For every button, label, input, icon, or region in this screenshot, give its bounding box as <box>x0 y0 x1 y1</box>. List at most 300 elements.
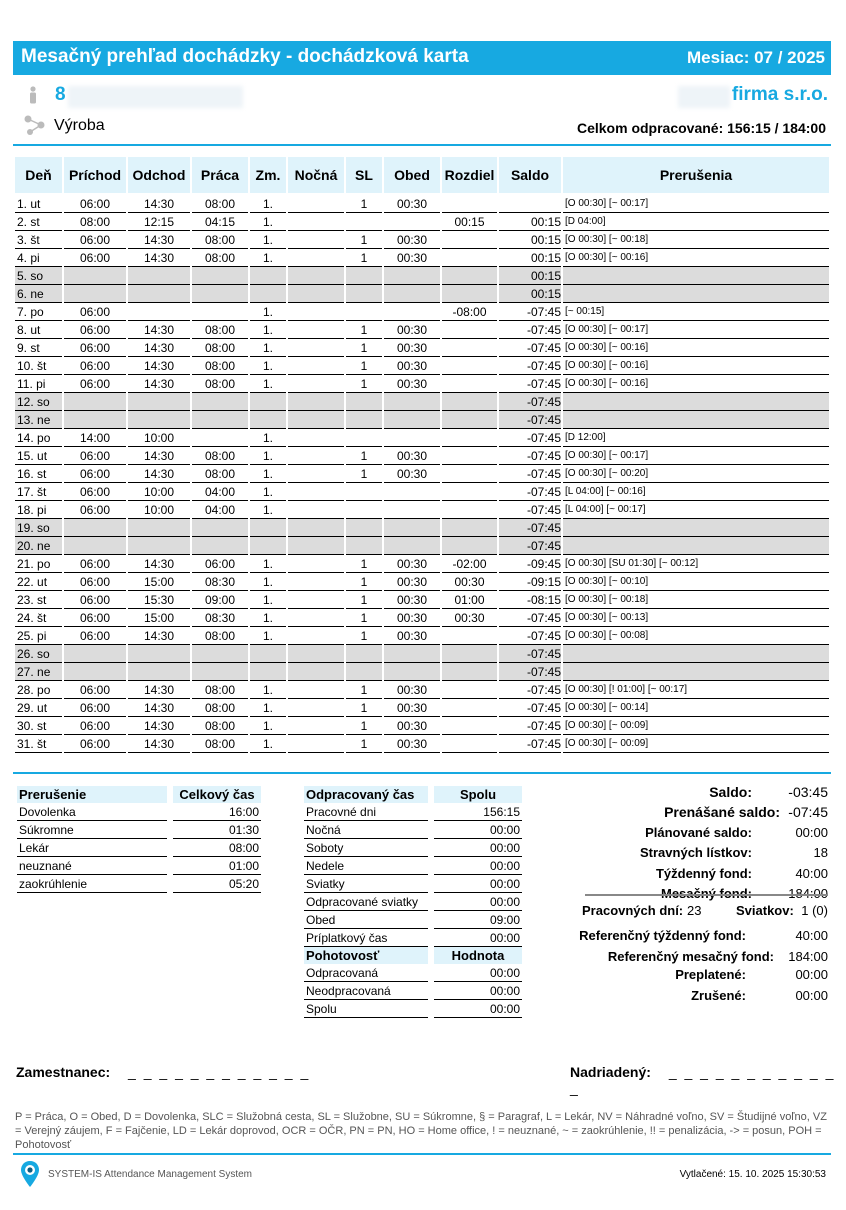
table-cell: 14:30 <box>128 627 190 645</box>
table-cell <box>192 267 248 285</box>
table-cell: 06:00 <box>64 303 126 321</box>
table-cell <box>346 483 382 501</box>
employee-signature <box>16 1064 310 1080</box>
table-row <box>15 591 829 609</box>
interruptions-cell: Dovolenka <box>17 803 167 821</box>
table-cell: 08:00 <box>192 465 248 483</box>
table-cell: 00:30 <box>384 573 440 591</box>
table-cell <box>192 645 248 663</box>
worked-row <box>304 857 522 875</box>
supervisor-signature-line: _ _ _ _ _ _ _ _ _ _ _ _ <box>570 1064 836 1096</box>
table-cell <box>442 429 497 447</box>
interruptions-header: Prerušenie <box>17 786 167 803</box>
table-cell <box>442 357 497 375</box>
table-cell <box>384 483 440 501</box>
table-row <box>15 465 829 483</box>
table-cell <box>442 249 497 267</box>
table-cell: 2. st <box>15 213 62 231</box>
table-cell <box>442 663 497 681</box>
table-cell <box>346 663 382 681</box>
table-cell: [O 00:30] [~ 00:17] <box>563 321 829 339</box>
table-cell <box>288 627 344 645</box>
table-cell: 06:00 <box>64 681 126 699</box>
standby-row <box>304 964 522 982</box>
table-cell: 00:15 <box>442 213 497 231</box>
table-cell <box>346 645 382 663</box>
table-cell: 1. <box>250 501 286 519</box>
summary-value: 18 <box>813 845 828 860</box>
table-cell <box>128 285 190 303</box>
table-cell <box>384 267 440 285</box>
table-cell <box>563 663 829 681</box>
table-cell <box>288 645 344 663</box>
table-cell <box>128 411 190 429</box>
table-cell: [O 00:30] [~ 00:14] <box>563 699 829 717</box>
worked-cell: 00:00 <box>434 857 522 875</box>
table-cell: 16. st <box>15 465 62 483</box>
table-cell <box>250 519 286 537</box>
table-cell: -07:45 <box>499 429 561 447</box>
worked-cell: Pracovné dni <box>304 803 428 821</box>
table-cell: 01:00 <box>442 591 497 609</box>
table-cell <box>563 645 829 663</box>
table-cell: 12:15 <box>128 213 190 231</box>
table-cell: 23. st <box>15 591 62 609</box>
table-cell: [O 00:30] [! 01:00] [~ 00:17] <box>563 681 829 699</box>
summary-label: Prenášané saldo: <box>664 804 780 820</box>
table-cell: 1. <box>250 375 286 393</box>
table-cell <box>563 411 829 429</box>
table-cell: 00:15 <box>499 267 561 285</box>
table-cell: 08:00 <box>192 249 248 267</box>
table-cell <box>384 285 440 303</box>
worked-row <box>304 911 522 929</box>
table-row <box>15 645 829 663</box>
table-cell <box>346 213 382 231</box>
table-cell: 14:30 <box>128 231 190 249</box>
table-cell: 1. <box>250 483 286 501</box>
summary-label: Referenčný mesačný fond: <box>607 949 774 964</box>
legend: P = Práca, O = Obed, D = Dovolenka, SLC = Služobná cesta, SL = Služobne, SU = Súkromne, § = Paragraf, L = Lekár, NV = Náhradné voľno, SV = Študijné voľno, VZ = Verejný záujem, F = Fajčenie, LD = Lekár doprovod, OCR = OČR, PN = PN, HO = Home office, ! = neuznané, ~ = zaokrúhlenie, !! = penalizácia, -> = posun, POH = Pohotovosť <box>15 1111 827 1151</box>
table-cell <box>442 537 497 555</box>
standby-cell: Neodpracovaná <box>304 982 428 1000</box>
table-cell: 06:00 <box>64 249 126 267</box>
table-cell: 11. pi <box>15 375 62 393</box>
table-cell: 14:30 <box>128 339 190 357</box>
table-row <box>15 573 829 591</box>
table-cell: 06:00 <box>64 339 126 357</box>
table-cell: 1. <box>250 573 286 591</box>
table-cell: 1 <box>346 627 382 645</box>
table-cell: 1. <box>250 591 286 609</box>
table-row <box>15 681 829 699</box>
table-cell <box>442 483 497 501</box>
table-cell <box>288 717 344 735</box>
page-title: Mesačný prehľad dochádzky - dochádzková karta <box>21 46 469 67</box>
summary-label: Zrušené: <box>691 988 746 1003</box>
table-cell: 08:00 <box>192 699 248 717</box>
table-cell: 06:00 <box>64 357 126 375</box>
table-cell <box>64 411 126 429</box>
table-cell <box>563 537 829 555</box>
table-cell: [O 00:30] [~ 00:16] <box>563 339 829 357</box>
header-bar <box>13 41 831 75</box>
table-cell <box>128 645 190 663</box>
column-header: Príchod <box>64 157 126 195</box>
worked-cell: Soboty <box>304 839 428 857</box>
table-row <box>15 393 829 411</box>
table-row <box>15 267 829 285</box>
table-cell: -02:00 <box>442 555 497 573</box>
employee-name: 8 <box>55 84 66 105</box>
table-cell: 00:30 <box>384 447 440 465</box>
table-cell: 06:00 <box>64 375 126 393</box>
table-cell <box>288 303 344 321</box>
summary-divider <box>585 894 828 896</box>
table-cell <box>442 699 497 717</box>
table-cell <box>442 717 497 735</box>
table-cell <box>442 267 497 285</box>
summary-value: 00:00 <box>795 825 828 840</box>
table-cell: 1 <box>346 195 382 213</box>
table-cell: 00:30 <box>442 573 497 591</box>
table-cell <box>442 735 497 753</box>
summary-label: Preplatené: <box>675 967 746 982</box>
footer-system: SYSTEM-IS Attendance Management System <box>48 1169 252 1180</box>
interruptions-cell: 05:20 <box>173 875 261 893</box>
table-row <box>15 375 829 393</box>
table-cell <box>442 339 497 357</box>
interruptions-cell: 08:00 <box>173 839 261 857</box>
table-cell: 14:30 <box>128 717 190 735</box>
table-cell: 1 <box>346 357 382 375</box>
summary-label: Stravných lístkov: <box>640 845 752 860</box>
footer-printed: Vytlačené: 15. 10. 2025 15:30:53 <box>679 1169 826 1180</box>
table-cell: [~ 00:15] <box>563 303 829 321</box>
table-cell: 00:15 <box>499 249 561 267</box>
table-cell: 1. <box>250 681 286 699</box>
standby-header: Pohotovosť <box>304 947 428 964</box>
standby-cell: 00:00 <box>434 982 522 1000</box>
table-cell: 10:00 <box>128 483 190 501</box>
table-cell <box>384 537 440 555</box>
table-cell <box>442 231 497 249</box>
table-cell <box>442 393 497 411</box>
table-cell: 08:00 <box>192 339 248 357</box>
worked-row <box>304 893 522 911</box>
table-cell: 06:00 <box>64 483 126 501</box>
table-cell: [O 00:30] [~ 00:16] <box>563 357 829 375</box>
table-cell: 1. <box>250 321 286 339</box>
table-cell <box>192 519 248 537</box>
standby-header: Hodnota <box>434 947 522 964</box>
table-cell: -07:45 <box>499 699 561 717</box>
table-cell <box>384 501 440 519</box>
table-cell: [O 00:30] [~ 00:08] <box>563 627 829 645</box>
table-cell: -07:45 <box>499 303 561 321</box>
summary-label: Týždenný fond: <box>655 866 752 881</box>
table-cell: -07:45 <box>499 483 561 501</box>
table-cell <box>288 357 344 375</box>
worked-cell: Nedele <box>304 857 428 875</box>
table-row <box>15 663 829 681</box>
table-cell: 08:00 <box>192 375 248 393</box>
table-cell: 1 <box>346 699 382 717</box>
interruptions-cell: 01:30 <box>173 821 261 839</box>
table-cell: 1. <box>250 213 286 231</box>
table-cell: 1. <box>250 231 286 249</box>
table-cell: -07:45 <box>499 717 561 735</box>
person-icon <box>26 86 40 104</box>
table-cell: 00:30 <box>442 609 497 627</box>
column-header: SL <box>346 157 382 195</box>
redacted-company <box>678 86 730 108</box>
table-cell <box>346 285 382 303</box>
table-cell <box>288 663 344 681</box>
worked-header: Odpracovaný čas <box>304 786 428 803</box>
table-cell <box>288 339 344 357</box>
interruptions-cell: neuznané <box>17 857 167 875</box>
table-cell <box>288 195 344 213</box>
table-cell <box>346 411 382 429</box>
table-row <box>15 537 829 555</box>
table-cell <box>563 393 829 411</box>
worked-row <box>304 875 522 893</box>
worked-cell: 09:00 <box>434 911 522 929</box>
table-cell <box>288 681 344 699</box>
table-cell: 14:30 <box>128 321 190 339</box>
location-pin-icon <box>20 1160 40 1188</box>
standby-cell: Odpracovaná <box>304 964 428 982</box>
table-cell <box>192 663 248 681</box>
table-cell: 1. <box>250 339 286 357</box>
table-cell <box>442 465 497 483</box>
table-cell: -07:45 <box>499 537 561 555</box>
table-cell <box>64 537 126 555</box>
table-cell <box>288 699 344 717</box>
table-cell: 00:30 <box>384 357 440 375</box>
redacted-name <box>68 86 243 108</box>
worked-time-table <box>298 786 528 1018</box>
worked-cell: Obed <box>304 911 428 929</box>
table-cell <box>442 627 497 645</box>
table-cell: 06:00 <box>192 555 248 573</box>
table-cell: -07:45 <box>499 321 561 339</box>
table-cell: 14:30 <box>128 195 190 213</box>
table-cell: 06:00 <box>64 573 126 591</box>
standby-header-row <box>304 947 522 964</box>
table-cell: -07:45 <box>499 663 561 681</box>
table-cell <box>346 501 382 519</box>
table-cell <box>442 519 497 537</box>
column-header: Nočná <box>288 157 344 195</box>
table-cell: 29. ut <box>15 699 62 717</box>
table-cell: 08:00 <box>192 195 248 213</box>
supervisor-signature <box>570 1064 846 1096</box>
table-cell: 14:30 <box>128 699 190 717</box>
table-cell: [O 00:30] [SU 01:30] [~ 00:12] <box>563 555 829 573</box>
table-cell: 08:00 <box>192 735 248 753</box>
table-cell <box>442 447 497 465</box>
worked-row <box>304 839 522 857</box>
table-cell <box>384 663 440 681</box>
table-row <box>15 339 829 357</box>
table-cell <box>64 285 126 303</box>
table-cell: 1 <box>346 591 382 609</box>
summary-value: 23 <box>687 903 702 918</box>
standby-cell: 00:00 <box>434 964 522 982</box>
worked-cell: 00:00 <box>434 893 522 911</box>
table-cell: -07:45 <box>499 339 561 357</box>
table-cell: [O 00:30] [~ 00:17] <box>563 195 829 213</box>
table-cell: 08:00 <box>192 357 248 375</box>
column-header: Rozdiel <box>442 157 497 195</box>
worked-cell: 156:15 <box>434 803 522 821</box>
table-cell <box>192 285 248 303</box>
table-cell: 15:00 <box>128 609 190 627</box>
summary-value: 00:00 <box>795 967 828 982</box>
table-row <box>15 249 829 267</box>
table-cell: 00:30 <box>384 735 440 753</box>
table-cell <box>250 663 286 681</box>
worked-row <box>304 803 522 821</box>
table-cell: 00:30 <box>384 321 440 339</box>
table-cell <box>192 411 248 429</box>
summary-value: 00:00 <box>795 988 828 1003</box>
table-cell: 28. po <box>15 681 62 699</box>
summary-label: Plánované saldo: <box>645 825 752 840</box>
table-row <box>15 285 829 303</box>
standby-cell: Spolu <box>304 1000 428 1018</box>
table-cell: 08:00 <box>192 717 248 735</box>
table-cell: 7. po <box>15 303 62 321</box>
table-cell <box>346 303 382 321</box>
column-header: Zm. <box>250 157 286 195</box>
worked-cell: Nočná <box>304 821 428 839</box>
summary-label: Sviatkov: <box>736 903 794 918</box>
table-row <box>15 699 829 717</box>
table-cell: -07:45 <box>499 357 561 375</box>
interruptions-cell: 01:00 <box>173 857 261 875</box>
table-cell: [O 00:30] [~ 00:18] <box>563 591 829 609</box>
table-cell <box>288 375 344 393</box>
table-cell: 1 <box>346 231 382 249</box>
table-cell: 00:30 <box>384 699 440 717</box>
interruptions-cell: Súkromne <box>17 821 167 839</box>
interruptions-row <box>17 839 261 857</box>
table-cell: -07:45 <box>499 501 561 519</box>
table-cell: 12. so <box>15 393 62 411</box>
table-cell: -07:45 <box>499 627 561 645</box>
table-cell <box>192 537 248 555</box>
table-cell <box>288 249 344 267</box>
table-cell: 30. st <box>15 717 62 735</box>
table-cell <box>192 303 248 321</box>
table-cell: 8. ut <box>15 321 62 339</box>
table-row <box>15 627 829 645</box>
table-cell: 1. <box>250 555 286 573</box>
table-cell: 1. <box>250 735 286 753</box>
employee-signature-line: _ _ _ _ _ _ _ _ _ _ _ _ <box>128 1064 311 1080</box>
table-cell <box>250 411 286 429</box>
table-cell: 00:30 <box>384 339 440 357</box>
table-cell: 06:00 <box>64 627 126 645</box>
column-header: Deň <box>15 157 62 195</box>
table-cell: 15. ut <box>15 447 62 465</box>
table-cell <box>346 537 382 555</box>
table-cell: 5. so <box>15 267 62 285</box>
table-cell: 13. ne <box>15 411 62 429</box>
table-cell: 08:00 <box>64 213 126 231</box>
table-cell <box>384 429 440 447</box>
table-cell <box>64 645 126 663</box>
table-cell: -07:45 <box>499 393 561 411</box>
table-cell <box>288 465 344 483</box>
table-cell <box>563 285 829 303</box>
table-cell: 1. <box>250 447 286 465</box>
worked-cell: 00:00 <box>434 821 522 839</box>
table-cell: -07:45 <box>499 519 561 537</box>
table-cell <box>288 483 344 501</box>
total-worked: Celkom odpracované: 156:15 / 184:00 <box>576 120 826 136</box>
table-cell <box>384 393 440 411</box>
table-cell: 06:00 <box>64 321 126 339</box>
summary-value: 184:00 <box>788 949 828 964</box>
table-cell: 00:30 <box>384 249 440 267</box>
table-cell: [O 00:30] [~ 00:13] <box>563 609 829 627</box>
table-cell: -07:45 <box>499 735 561 753</box>
table-cell: 1. <box>250 465 286 483</box>
table-cell: 25. pi <box>15 627 62 645</box>
table-cell: 22. ut <box>15 573 62 591</box>
table-cell: 08:00 <box>192 627 248 645</box>
table-cell: 27. ne <box>15 663 62 681</box>
table-cell: 1. ut <box>15 195 62 213</box>
table-cell: 14:30 <box>128 735 190 753</box>
worked-row <box>304 929 522 947</box>
table-cell <box>346 393 382 411</box>
table-cell <box>288 411 344 429</box>
worked-cell: Odpracované sviatky <box>304 893 428 911</box>
table-cell: -08:00 <box>442 303 497 321</box>
employee-signature-label: Zamestnanec: <box>16 1064 111 1080</box>
table-cell <box>442 411 497 429</box>
table-row <box>15 429 829 447</box>
table-cell: 08:30 <box>192 573 248 591</box>
table-cell: 15:00 <box>128 573 190 591</box>
standby-row <box>304 1000 522 1018</box>
table-cell: [O 00:30] [~ 00:20] <box>563 465 829 483</box>
table-row <box>15 231 829 249</box>
table-row <box>15 411 829 429</box>
table-cell <box>128 303 190 321</box>
table-cell: 06:00 <box>64 609 126 627</box>
worked-cell: 00:00 <box>434 839 522 857</box>
interruptions-row <box>17 857 261 875</box>
standby-row <box>304 982 522 1000</box>
table-row <box>15 483 829 501</box>
table-cell: -07:45 <box>499 609 561 627</box>
table-cell: 00:30 <box>384 555 440 573</box>
table-cell: 1 <box>346 609 382 627</box>
table-cell: [D 04:00] <box>563 213 829 231</box>
table-cell: 18. pi <box>15 501 62 519</box>
attendance-table <box>13 157 831 753</box>
table-cell: 00:15 <box>499 285 561 303</box>
table-cell: -07:45 <box>499 375 561 393</box>
table-cell <box>128 537 190 555</box>
table-cell: 1. <box>250 699 286 717</box>
